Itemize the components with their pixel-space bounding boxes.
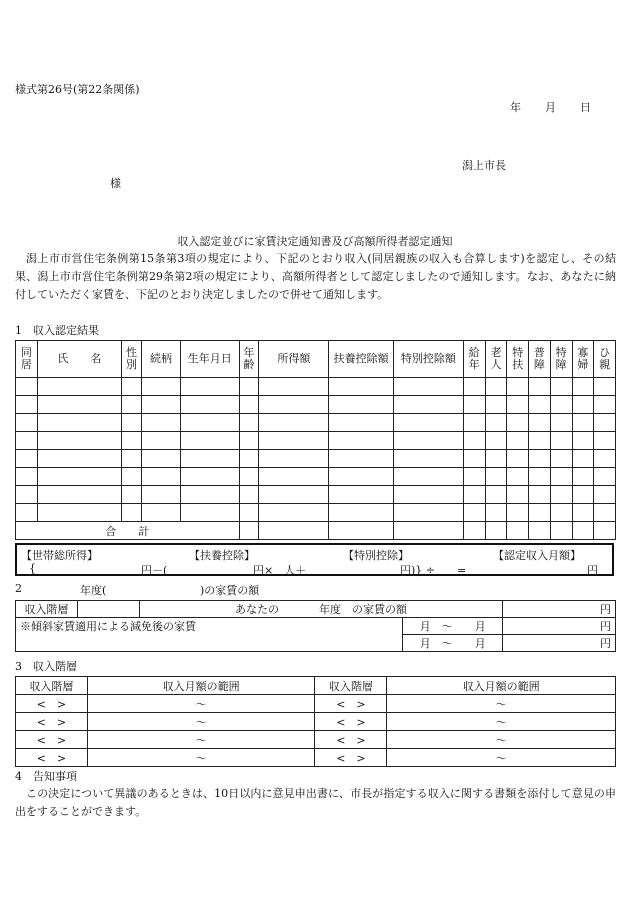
section2-heading-rest: )の家賃の額 xyxy=(200,584,260,597)
reduction-yen-1: 円 xyxy=(503,618,616,635)
col-header: 老人 xyxy=(485,341,507,378)
range-cell: ～ xyxy=(387,731,616,749)
range-cell: ～ xyxy=(387,695,616,713)
col-rank: 収入階層 xyxy=(16,677,88,695)
table-row xyxy=(16,432,616,450)
table-row xyxy=(16,396,616,414)
table-row xyxy=(16,378,616,396)
col-header: 生年月日 xyxy=(181,341,240,378)
rent-yen: 円 xyxy=(503,601,616,618)
table-row xyxy=(16,414,616,432)
reduction-yen-2: 円 xyxy=(503,635,616,652)
table-row xyxy=(16,713,616,731)
range-cell: ～ xyxy=(87,731,315,749)
yen-times-persons: 円× 人＋ xyxy=(253,564,307,577)
yen-minus: 円－( xyxy=(141,564,168,577)
rent-row xyxy=(16,601,616,618)
income-table-header xyxy=(16,341,616,378)
col-header: 性別 xyxy=(122,341,142,378)
brace-open: { xyxy=(29,562,36,575)
col-header: 特別控除額 xyxy=(393,341,463,378)
form-number: 様式第26号(第22条関係) xyxy=(15,83,140,96)
table-row xyxy=(16,695,616,713)
section2-heading-num: 2 xyxy=(15,582,22,595)
label-special: 【特別控除】 xyxy=(343,549,409,562)
col-header: 年齢 xyxy=(239,341,259,378)
rank-cell: < > xyxy=(315,695,387,713)
range-cell: ～ xyxy=(87,695,315,713)
label-monthly: 【認定収入月額】 xyxy=(493,549,581,562)
total-label: 合 計 xyxy=(16,522,240,540)
rank-cell: < > xyxy=(16,749,88,767)
reduction-label: ※傾斜家賃適用による減免後の家賃 xyxy=(16,618,403,652)
section3-heading: 3 収入階層 xyxy=(15,660,77,673)
rank-cell: < > xyxy=(16,713,88,731)
col-header: 同居 xyxy=(16,341,38,378)
col-header: 寡婦 xyxy=(572,341,594,378)
col-range: 収入月額の範囲 xyxy=(87,677,315,695)
col-header: 特扶 xyxy=(507,341,529,378)
rent-table xyxy=(15,600,616,652)
income-total-row xyxy=(16,522,616,540)
rank-label: 収入階層 xyxy=(16,601,78,618)
yen-end: 円 xyxy=(587,564,598,577)
label-total-income: 【世帯総所得】 xyxy=(21,549,98,562)
issuer-name: 潟上市長 xyxy=(462,159,506,172)
rank-table xyxy=(15,676,616,767)
section1-heading: 1 収入認定結果 xyxy=(15,324,99,337)
col-header: 続柄 xyxy=(141,341,180,378)
range-cell: ～ xyxy=(387,713,616,731)
document-title: 収入認定並びに家賃決定通知書及び高額所得者認定通知 xyxy=(177,235,453,248)
table-row xyxy=(16,731,616,749)
body-paragraph: 潟上市市営住宅条例第15条第3項の規定により、下記のとおり収入(同居親族の収入も合算します)を認定し、その結果、潟上市市営住宅条例第29条第2項の規定により、高額所得者として認定しましたので通知します。なお、あなたに納付していただく家賃を、下記のとおり決定しましたので併せて通知します。 xyxy=(15,252,616,301)
rank-cell: < > xyxy=(315,713,387,731)
table-row xyxy=(16,749,616,767)
month-range: 月 ～ 月 xyxy=(403,618,503,635)
col-rank: 収入階層 xyxy=(315,677,387,695)
section4-text: この決定について異議のあるときは、10日以内に意見申出書に、市長が指定する収入に関する書類を添付して意見の申出をすることができます。 xyxy=(15,787,616,818)
yen-close: 円)} ÷ = xyxy=(400,564,467,577)
col-range: 収入月額の範囲 xyxy=(387,677,616,695)
reduction-row-1 xyxy=(16,618,616,635)
income-table xyxy=(15,340,616,540)
col-header: 扶養控除額 xyxy=(329,341,393,378)
rank-table-header xyxy=(16,677,616,695)
table-row xyxy=(16,450,616,468)
col-header: 氏 名 xyxy=(37,341,121,378)
section4-heading: 4 告知事項 xyxy=(15,770,77,783)
rank-cell: < > xyxy=(16,695,88,713)
addressee-suffix: 様 xyxy=(110,177,121,190)
table-row xyxy=(16,504,616,522)
range-cell: ～ xyxy=(87,713,315,731)
col-header: 所得額 xyxy=(259,341,329,378)
range-cell: ～ xyxy=(87,749,315,767)
col-header: 特障 xyxy=(550,341,572,378)
table-row xyxy=(16,486,616,504)
rank-cell: < > xyxy=(16,731,88,749)
col-header: ひ親 xyxy=(594,341,616,378)
range-cell: ～ xyxy=(387,749,616,767)
label-dependent: 【扶養控除】 xyxy=(189,549,255,562)
date-month: 月 xyxy=(545,101,556,114)
col-header: 給年 xyxy=(463,341,485,378)
section2-heading-year: 年度( xyxy=(80,584,107,597)
date-year: 年 xyxy=(510,101,521,114)
date-day: 日 xyxy=(580,101,591,114)
col-header: 普障 xyxy=(529,341,551,378)
income-summary-box xyxy=(15,543,614,576)
rank-cell: < > xyxy=(315,749,387,767)
table-row xyxy=(16,468,616,486)
year-rent-label: あなたの 年度 の家賃の額 xyxy=(139,601,502,618)
month-range: 月 ～ 月 xyxy=(403,635,503,652)
rank-cell: < > xyxy=(315,731,387,749)
